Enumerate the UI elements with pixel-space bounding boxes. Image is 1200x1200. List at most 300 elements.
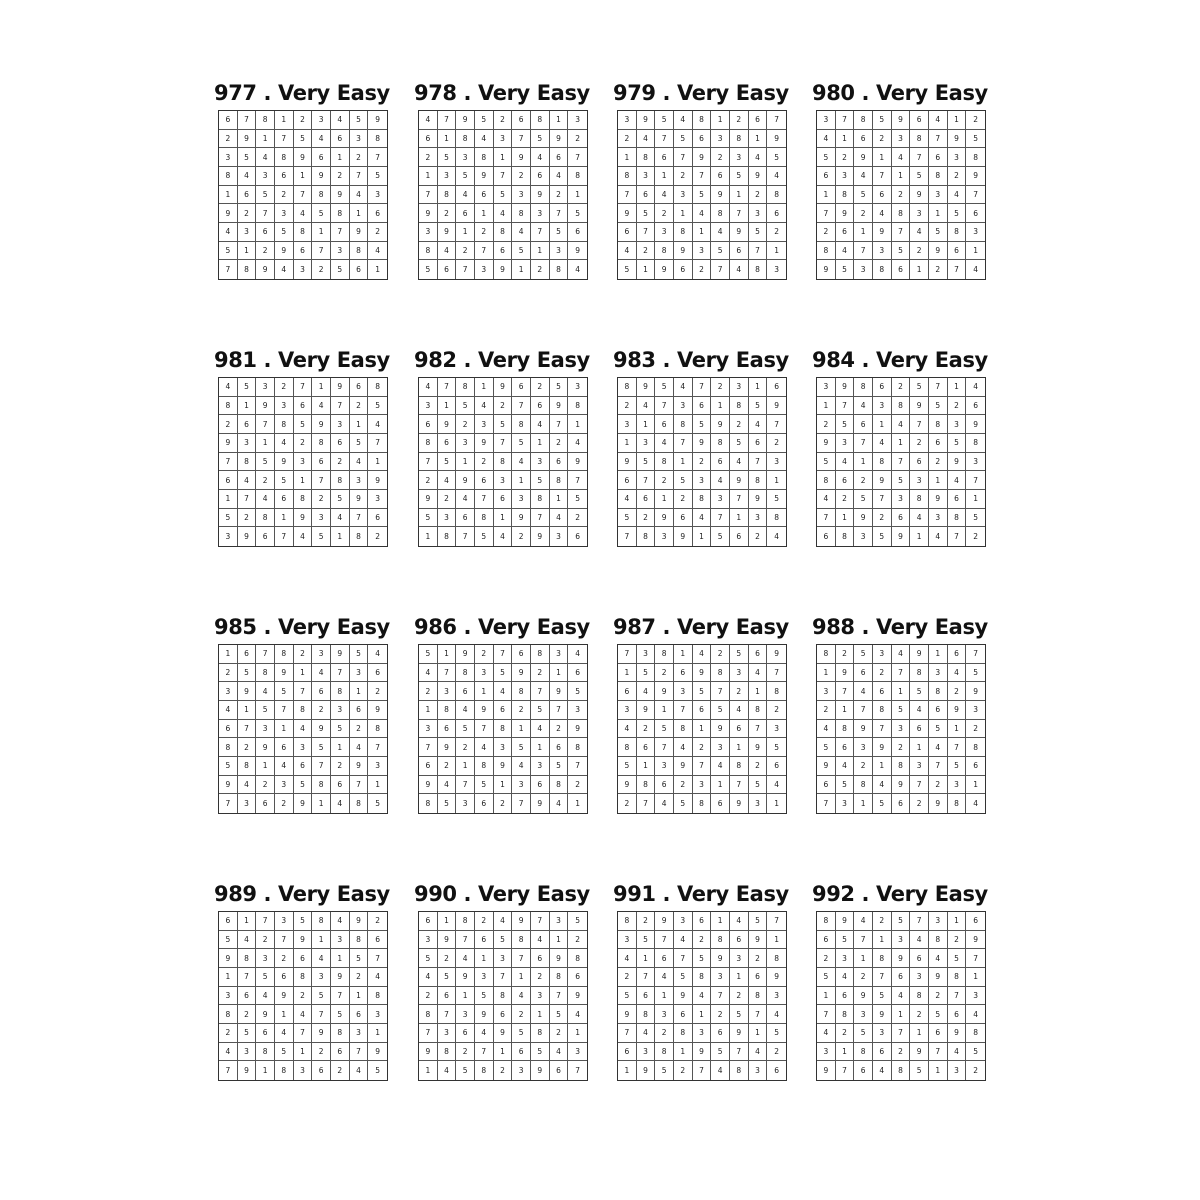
grid-cell: 7: [550, 415, 569, 434]
grid-cell: 4: [294, 1005, 313, 1024]
grid-cell: 2: [512, 1005, 531, 1024]
grid-cell: 7: [419, 1024, 438, 1043]
grid-cell: 3: [966, 987, 985, 1006]
grid-cell: 9: [873, 738, 892, 757]
grid-cell: 8: [312, 912, 331, 931]
sudoku-grid: [617, 644, 787, 814]
grid-cell: 1: [836, 130, 855, 149]
grid-cell: 1: [275, 111, 294, 130]
grid-cell: 6: [438, 987, 457, 1006]
grid-cell: 5: [854, 186, 873, 205]
grid-cell: 9: [929, 490, 948, 509]
grid-cell: 7: [749, 1005, 768, 1024]
grid-cell: 3: [854, 260, 873, 279]
grid-cell: 1: [836, 701, 855, 720]
grid-cell: 8: [350, 931, 369, 950]
grid-cell: 4: [749, 148, 768, 167]
grid-cell: 1: [512, 720, 531, 739]
grid-cell: 6: [711, 453, 730, 472]
grid-cell: 2: [456, 1043, 475, 1062]
grid-cell: 9: [892, 527, 911, 546]
grid-cell: 2: [655, 204, 674, 223]
grid-cell: 8: [456, 664, 475, 683]
grid-cell: 7: [219, 260, 238, 279]
grid-cell: 5: [275, 471, 294, 490]
grid-cell: 4: [550, 167, 569, 186]
grid-cell: 8: [655, 1043, 674, 1062]
grid-cell: 4: [836, 757, 855, 776]
grid-cell: 3: [294, 260, 313, 279]
grid-cell: 8: [456, 130, 475, 149]
grid-cell: 5: [966, 1043, 985, 1062]
grid-cell: 4: [531, 931, 550, 950]
grid-cell: 5: [375, 1066, 381, 1076]
grid-cell: 4: [238, 471, 257, 490]
grid-cell: 7: [531, 682, 550, 701]
grid-cell: 5: [637, 664, 656, 683]
grid-cell: 1: [929, 1061, 948, 1080]
grid-cell: 1: [494, 509, 513, 528]
grid-cell: 8: [836, 1005, 855, 1024]
grid-cell: 3: [873, 645, 892, 664]
grid-cell: 2: [456, 415, 475, 434]
grid-cell: 7: [456, 931, 475, 950]
grid-cell: 7: [294, 682, 313, 701]
grid-cell: 8: [275, 1061, 294, 1080]
grid-cell: 2: [948, 931, 967, 950]
grid-cell: 4: [836, 453, 855, 472]
grid-cell: 5: [312, 738, 331, 757]
grid-cell: 7: [910, 912, 929, 931]
grid-cell: 3: [910, 757, 929, 776]
grid-cell: 7: [238, 111, 257, 130]
grid-cell: 7: [910, 148, 929, 167]
grid-cell: 8: [275, 415, 294, 434]
grid-cell: 2: [256, 776, 275, 795]
grid-cell: 9: [531, 527, 550, 546]
grid-cell: 9: [854, 148, 873, 167]
grid-cell: 4: [456, 490, 475, 509]
grid-cell: 3: [873, 242, 892, 261]
grid-cell: 9: [892, 111, 911, 130]
grid-cell: 3: [749, 794, 768, 813]
grid-cell: 8: [749, 260, 768, 279]
grid-cell: 2: [312, 260, 331, 279]
grid-cell: 9: [419, 776, 438, 795]
grid-cell: 9: [256, 738, 275, 757]
grid-cell: 5: [219, 757, 238, 776]
grid-cell: 5: [711, 242, 730, 261]
grid-cell: 8: [512, 204, 531, 223]
grid-cell: 3: [238, 794, 257, 813]
grid-cell: 7: [836, 111, 855, 130]
grid-cell: 8: [966, 738, 985, 757]
grid-cell: 4: [550, 1043, 569, 1062]
grid-cell: 3: [512, 490, 531, 509]
grid-cell: 3: [618, 415, 637, 434]
grid-cell: 3: [674, 186, 693, 205]
grid-cell: 5: [929, 223, 948, 242]
grid-cell: 9: [618, 1005, 637, 1024]
puzzle-block: [214, 614, 394, 814]
grid-cell: 5: [568, 204, 587, 223]
grid-cell: 5: [929, 397, 948, 416]
grid-cell: 7: [836, 682, 855, 701]
grid-cell: 9: [312, 1024, 331, 1043]
grid-cell: 3: [419, 223, 438, 242]
grid-cell: 5: [456, 720, 475, 739]
grid-cell: 9: [419, 1043, 438, 1062]
grid-cell: 7: [419, 453, 438, 472]
grid-cell: 3: [531, 453, 550, 472]
grid-cell: 4: [693, 509, 712, 528]
grid-cell: 4: [618, 242, 637, 261]
grid-cell: 8: [550, 968, 569, 987]
grid-cell: 1: [966, 968, 985, 987]
grid-cell: 3: [618, 931, 637, 950]
grid-cell: 7: [550, 701, 569, 720]
grid-cell: 5: [312, 527, 331, 546]
grid-cell: 1: [550, 931, 569, 950]
grid-cell: 6: [512, 111, 531, 130]
grid-cell: 2: [973, 1066, 979, 1076]
grid-cell: 7: [618, 645, 637, 664]
grid-cell: 5: [836, 931, 855, 950]
grid-cell: 1: [817, 664, 836, 683]
grid-cell: 3: [419, 720, 438, 739]
grid-cell: 6: [238, 186, 257, 205]
grid-cell: 4: [767, 1005, 786, 1024]
puzzle-block: [812, 347, 992, 547]
grid-cell: 3: [767, 720, 786, 739]
grid-cell: 9: [531, 186, 550, 205]
grid-cell: 5: [910, 682, 929, 701]
grid-cell: 8: [438, 1043, 457, 1062]
sudoku-grid: [816, 644, 986, 814]
grid-cell: 3: [368, 1005, 387, 1024]
puzzle-title: 977 . Very Easy: [214, 81, 390, 105]
grid-cell: 4: [531, 415, 550, 434]
grid-cell: 2: [368, 223, 387, 242]
grid-cell: 8: [892, 757, 911, 776]
grid-cell: 1: [618, 664, 637, 683]
grid-cell: 2: [730, 987, 749, 1006]
grid-cell: 4: [368, 242, 387, 261]
grid-cell: 7: [512, 794, 531, 813]
grid-cell: 5: [817, 968, 836, 987]
grid-cell: 2: [730, 682, 749, 701]
puzzle-block: [812, 614, 992, 814]
grid-cell: 4: [854, 167, 873, 186]
grid-cell: 7: [368, 148, 387, 167]
grid-cell: 7: [711, 682, 730, 701]
grid-cell: 5: [749, 912, 768, 931]
grid-cell: 3: [674, 397, 693, 416]
grid-cell: 8: [256, 111, 275, 130]
grid-cell: 3: [655, 223, 674, 242]
grid-cell: 6: [456, 509, 475, 528]
grid-cell: 5: [749, 223, 768, 242]
grid-cell: 5: [568, 490, 587, 509]
grid-cell: 3: [655, 527, 674, 546]
grid-cell: 1: [854, 949, 873, 968]
grid-cell: 3: [637, 167, 656, 186]
grid-cell: 1: [419, 701, 438, 720]
grid-cell: 4: [438, 776, 457, 795]
grid-cell: 5: [873, 111, 892, 130]
grid-cell: 5: [749, 397, 768, 416]
grid-cell: 2: [219, 415, 238, 434]
grid-cell: 5: [331, 1005, 350, 1024]
grid-cell: 5: [275, 223, 294, 242]
sudoku-grid: [418, 911, 588, 1081]
grid-cell: 4: [854, 912, 873, 931]
grid-cell: 5: [512, 242, 531, 261]
grid-cell: 6: [929, 701, 948, 720]
grid-cell: 8: [817, 471, 836, 490]
sudoku-grid: [418, 377, 588, 547]
grid-cell: 8: [238, 453, 257, 472]
grid-cell: 8: [817, 645, 836, 664]
grid-cell: 5: [550, 757, 569, 776]
grid-cell: 1: [531, 738, 550, 757]
grid-cell: 5: [456, 167, 475, 186]
grid-cell: 7: [350, 776, 369, 795]
grid-cell: 3: [767, 987, 786, 1006]
grid-cell: 3: [438, 1024, 457, 1043]
grid-cell: 2: [836, 645, 855, 664]
grid-cell: 2: [817, 949, 836, 968]
grid-cell: 1: [238, 912, 257, 931]
grid-cell: 9: [475, 701, 494, 720]
grid-cell: 3: [456, 794, 475, 813]
grid-cell: 1: [836, 509, 855, 528]
grid-cell: 2: [568, 509, 587, 528]
grid-cell: 6: [836, 471, 855, 490]
grid-cell: 9: [350, 757, 369, 776]
grid-cell: 4: [438, 1061, 457, 1080]
grid-cell: 4: [910, 931, 929, 950]
grid-cell: 6: [910, 453, 929, 472]
grid-cell: 9: [275, 453, 294, 472]
grid-cell: 4: [512, 223, 531, 242]
grid-cell: 7: [438, 378, 457, 397]
grid-cell: 5: [238, 664, 257, 683]
puzzle-block: [214, 347, 394, 547]
grid-cell: 6: [655, 776, 674, 795]
grid-cell: 1: [419, 167, 438, 186]
grid-cell: 7: [730, 490, 749, 509]
grid-cell: 8: [966, 148, 985, 167]
grid-cell: 2: [512, 167, 531, 186]
grid-cell: 5: [836, 776, 855, 795]
grid-cell: 6: [350, 260, 369, 279]
grid-cell: 4: [331, 794, 350, 813]
grid-cell: 2: [892, 186, 911, 205]
grid-cell: 4: [966, 378, 985, 397]
grid-cell: 1: [350, 987, 369, 1006]
grid-cell: 2: [312, 490, 331, 509]
grid-cell: 2: [568, 931, 587, 950]
grid-cell: 2: [256, 242, 275, 261]
grid-cell: 7: [219, 1061, 238, 1080]
grid-cell: 5: [475, 111, 494, 130]
grid-cell: 3: [836, 167, 855, 186]
grid-cell: 2: [637, 509, 656, 528]
grid-cell: 4: [854, 397, 873, 416]
grid-cell: 8: [767, 509, 786, 528]
grid-cell: 3: [275, 912, 294, 931]
grid-cell: 3: [749, 509, 768, 528]
grid-cell: 1: [331, 949, 350, 968]
grid-cell: 1: [730, 509, 749, 528]
grid-cell: 8: [219, 738, 238, 757]
grid-cell: 5: [730, 167, 749, 186]
grid-cell: 6: [817, 931, 836, 950]
grid-cell: 3: [475, 968, 494, 987]
grid-cell: 2: [312, 701, 331, 720]
grid-cell: 7: [655, 397, 674, 416]
grid-cell: 1: [531, 434, 550, 453]
grid-cell: 4: [674, 931, 693, 950]
grid-cell: 5: [655, 378, 674, 397]
grid-cell: 8: [219, 397, 238, 416]
grid-cell: 7: [438, 111, 457, 130]
grid-cell: 5: [568, 912, 587, 931]
grid-cell: 8: [910, 490, 929, 509]
grid-cell: 3: [618, 111, 637, 130]
grid-cell: 8: [854, 776, 873, 795]
grid-cell: 9: [238, 527, 257, 546]
grid-cell: 2: [892, 378, 911, 397]
grid-cell: 3: [693, 776, 712, 795]
grid-cell: 2: [910, 242, 929, 261]
grid-cell: 2: [368, 682, 387, 701]
grid-cell: 3: [294, 453, 313, 472]
grid-cell: 1: [836, 1043, 855, 1062]
grid-cell: 2: [531, 260, 550, 279]
grid-cell: 7: [275, 527, 294, 546]
grid-cell: 1: [711, 111, 730, 130]
grid-cell: 1: [767, 931, 786, 950]
grid-cell: 7: [475, 490, 494, 509]
grid-cell: 4: [929, 527, 948, 546]
grid-cell: 9: [817, 757, 836, 776]
puzzle-title: 985 . Very Easy: [214, 615, 390, 639]
grid-cell: 9: [438, 415, 457, 434]
grid-cell: 4: [475, 397, 494, 416]
grid-cell: 1: [550, 111, 569, 130]
grid-cell: 8: [618, 738, 637, 757]
grid-cell: 7: [512, 130, 531, 149]
grid-cell: 5: [966, 509, 985, 528]
grid-cell: 6: [494, 1005, 513, 1024]
grid-cell: 9: [368, 111, 387, 130]
grid-cell: 3: [275, 397, 294, 416]
grid-cell: 8: [817, 242, 836, 261]
grid-cell: 4: [456, 186, 475, 205]
grid-cell: 5: [294, 776, 313, 795]
grid-cell: 1: [637, 415, 656, 434]
grid-cell: 2: [275, 949, 294, 968]
grid-cell: 5: [550, 1005, 569, 1024]
grid-cell: 5: [294, 415, 313, 434]
grid-cell: 8: [275, 148, 294, 167]
grid-cell: 2: [929, 987, 948, 1006]
grid-cell: 7: [873, 167, 892, 186]
grid-cell: 1: [674, 645, 693, 664]
grid-cell: 9: [456, 471, 475, 490]
grid-cell: 4: [749, 664, 768, 683]
grid-cell: 3: [350, 1024, 369, 1043]
grid-cell: 1: [512, 968, 531, 987]
grid-cell: 2: [730, 111, 749, 130]
grid-cell: 1: [550, 664, 569, 683]
grid-cell: 9: [331, 378, 350, 397]
grid-cell: 2: [350, 148, 369, 167]
grid-cell: 1: [256, 130, 275, 149]
grid-cell: 6: [637, 738, 656, 757]
grid-cell: 8: [331, 1024, 350, 1043]
grid-cell: 3: [730, 664, 749, 683]
grid-cell: 9: [655, 509, 674, 528]
grid-cell: 2: [550, 720, 569, 739]
grid-cell: 3: [238, 1043, 257, 1062]
grid-cell: 8: [817, 912, 836, 931]
grid-cell: 3: [550, 645, 569, 664]
grid-cell: 6: [767, 757, 786, 776]
grid-cell: 2: [438, 757, 457, 776]
grid-cell: 6: [550, 738, 569, 757]
grid-cell: 7: [550, 204, 569, 223]
grid-cell: 2: [256, 931, 275, 950]
grid-cell: 9: [256, 397, 275, 416]
grid-cell: 9: [550, 949, 569, 968]
grid-cell: 6: [438, 434, 457, 453]
grid-cell: 7: [873, 968, 892, 987]
grid-cell: 6: [929, 148, 948, 167]
grid-cell: 9: [438, 931, 457, 950]
grid-cell: 6: [966, 912, 985, 931]
grid-cell: 2: [568, 776, 587, 795]
grid-cell: 5: [817, 148, 836, 167]
grid-cell: 1: [948, 912, 967, 931]
grid-cell: 6: [294, 757, 313, 776]
grid-cell: 5: [475, 527, 494, 546]
grid-cell: 8: [674, 720, 693, 739]
grid-cell: 6: [892, 968, 911, 987]
grid-cell: 9: [618, 776, 637, 795]
grid-cell: 2: [693, 738, 712, 757]
sudoku-grid: [617, 911, 787, 1081]
grid-cell: 4: [312, 664, 331, 683]
grid-cell: 2: [350, 397, 369, 416]
grid-cell: 6: [674, 1005, 693, 1024]
grid-cell: 4: [948, 471, 967, 490]
grid-cell: 5: [219, 931, 238, 950]
grid-cell: 7: [966, 949, 985, 968]
grid-cell: 7: [966, 645, 985, 664]
grid-cell: 6: [294, 949, 313, 968]
grid-cell: 4: [238, 167, 257, 186]
puzzle-title: 979 . Very Easy: [613, 81, 789, 105]
grid-cell: 6: [475, 931, 494, 950]
grid-cell: 7: [966, 186, 985, 205]
grid-cell: 1: [494, 776, 513, 795]
grid-cell: 9: [966, 931, 985, 950]
grid-cell: 9: [512, 664, 531, 683]
grid-cell: 3: [438, 167, 457, 186]
